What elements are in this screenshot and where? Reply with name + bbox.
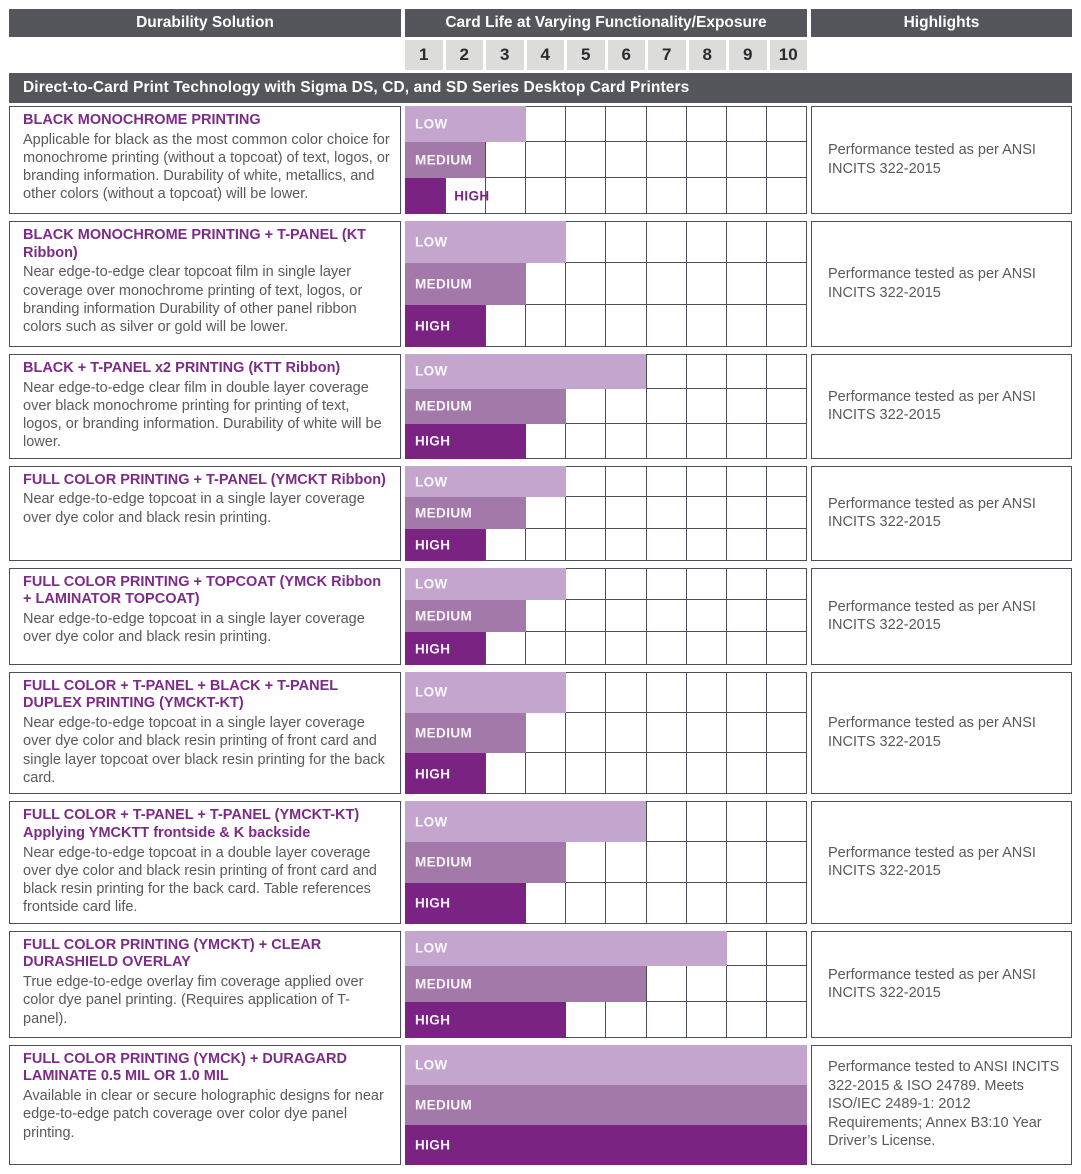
bar-band-high (405, 529, 807, 561)
grid-cell (566, 1002, 606, 1038)
grid-cell (727, 178, 767, 214)
bar-band-high (405, 305, 807, 347)
grid-cell (767, 883, 807, 924)
table-row (9, 466, 1072, 561)
grid-cell (647, 222, 687, 263)
highlight-cell (811, 354, 1072, 459)
solution-cell (9, 801, 401, 923)
grid-cell (647, 966, 687, 1002)
grid-cell (687, 673, 727, 713)
bar-band-high (405, 424, 807, 459)
grid-cell (526, 632, 566, 664)
grid-cell (526, 497, 566, 529)
bar-label: LOW (415, 234, 448, 250)
scale-tick: 8 (689, 40, 727, 70)
grid-cell (767, 842, 807, 883)
grid-cell (566, 673, 606, 713)
highlight-cell (811, 672, 1072, 794)
card-life-bars (405, 466, 807, 561)
grid-cell (767, 600, 807, 632)
section-banner: Direct-to-Card Print Technology with Sigma DS, CD, and SD Series Desktop Card Printers (9, 73, 1072, 103)
bar-band-medium (405, 600, 807, 632)
bar-band-low (405, 801, 807, 842)
grid-cell (767, 305, 807, 347)
bar-band-medium (405, 1085, 807, 1125)
grid-cell (767, 802, 807, 842)
grid-cell (687, 107, 727, 142)
bar-label: HIGH (415, 766, 451, 782)
grid-cell (606, 529, 646, 561)
life-bar (405, 1045, 807, 1085)
solution-description: Near edge-to-edge topcoat in a single layer coverage over dye color and black resin printing. (23, 611, 365, 646)
solution-description: Available in clear or secure holographic designs for near edge-to-edge patch coverage over color dye panel printing. (23, 1088, 384, 1141)
grid-cell (566, 529, 606, 561)
grid-cell (606, 497, 646, 529)
bar-band-medium (405, 842, 807, 883)
bar-label: HIGH (415, 433, 451, 449)
grid-cell (767, 355, 807, 389)
grid-cell (647, 802, 687, 842)
grid-cell (566, 632, 606, 664)
grid-cell (767, 529, 807, 561)
grid-cell (526, 883, 566, 924)
solution-cell (9, 1045, 401, 1165)
grid-cell (606, 673, 646, 713)
grid-cell (727, 802, 767, 842)
highlight-text: Performance tested as per ANSI INCITS 322-2015 (828, 388, 1036, 424)
table-row (9, 801, 1072, 923)
grid-cell (526, 713, 566, 754)
grid-cell (647, 883, 687, 924)
grid-cell (727, 142, 767, 178)
bar-band-high (405, 1125, 807, 1165)
grid-cell (526, 142, 566, 178)
life-bar (405, 1125, 807, 1165)
bar-label: MEDIUM (415, 152, 473, 168)
card-life-bars (405, 568, 807, 665)
grid-cell (687, 966, 727, 1002)
table-row (9, 1045, 1072, 1165)
bar-label: MEDIUM (415, 1097, 473, 1113)
grid-cell (486, 305, 526, 347)
bar-label: MEDIUM (415, 725, 473, 741)
grid-cell (566, 178, 606, 214)
bar-label: HIGH (454, 188, 490, 204)
grid-cell (566, 263, 606, 305)
grid-cell (647, 529, 687, 561)
solution-title: BLACK MONOCHROME PRINTING + T-PANEL (KT Ribbon) (23, 227, 367, 261)
grid-cell (526, 107, 566, 142)
grid-cell (526, 305, 566, 347)
grid-cell (566, 305, 606, 347)
grid-cell (767, 263, 807, 305)
grid-cell (566, 883, 606, 924)
grid-cell (647, 142, 687, 178)
grid-cell (687, 497, 727, 529)
grid-cell (767, 713, 807, 754)
grid-cell (767, 389, 807, 424)
grid-cell (606, 753, 646, 794)
highlight-text: Performance tested as per ANSI INCITS 322-2015 (828, 966, 1036, 1002)
highlight-text: Performance tested as per ANSI INCITS 322-2015 (828, 266, 1036, 301)
grid-cell (687, 600, 727, 632)
grid-cell (687, 842, 727, 883)
bar-band-medium (405, 713, 807, 754)
grid-cell (767, 497, 807, 529)
scale-tick: 9 (729, 40, 767, 70)
grid-cell (727, 932, 767, 967)
grid-cell (526, 263, 566, 305)
grid-cell (767, 424, 807, 459)
bar-label: HIGH (415, 318, 451, 334)
grid-cell (727, 883, 767, 924)
bar-label: HIGH (415, 641, 451, 657)
grid-cell (727, 966, 767, 1002)
grid-cell (566, 222, 606, 263)
grid-cell (566, 842, 606, 883)
bar-label: HIGH (415, 895, 451, 911)
table-row (9, 931, 1072, 1038)
bar-label: LOW (415, 576, 448, 592)
grid-cell (687, 142, 727, 178)
grid-cell (647, 424, 687, 459)
grid-cell (767, 142, 807, 178)
grid-cell (566, 424, 606, 459)
grid-cell (566, 497, 606, 529)
grid-cell (606, 142, 646, 178)
highlight-text: Performance tested to ANSI INCITS 322-2015 & ISO 24789. Meets ISO/IEC 2489-1: 2012 Requirements; Annex B3:10 Year Driver’s License. (828, 1059, 1060, 1150)
bar-label: MEDIUM (415, 976, 473, 992)
grid-cell (727, 753, 767, 794)
grid-cell (727, 222, 767, 263)
bar-label: LOW (415, 940, 448, 956)
scale-tick: 2 (446, 40, 484, 70)
grid-cell (647, 263, 687, 305)
highlight-text: Performance tested as per ANSI INCITS 322-2015 (828, 715, 1036, 750)
bar-label: MEDIUM (415, 608, 473, 624)
solution-description: Near edge-to-edge topcoat in a single layer coverage over dye color and black resin printing of front card and single layer topcoat over black resin printing for the back card. (23, 715, 385, 786)
bar-label: LOW (415, 363, 448, 379)
bar-label: LOW (415, 474, 448, 490)
solution-description: True edge-to-edge overlay fim coverage applied over color dye panel printing. (Requires application of T-panel). (23, 974, 364, 1027)
grid-cell (727, 263, 767, 305)
grid-cell (606, 1002, 646, 1038)
grid-cell (687, 305, 727, 347)
grid-cell (727, 600, 767, 632)
bar-label: LOW (415, 814, 448, 830)
table-row (9, 354, 1072, 459)
grid-cell (647, 673, 687, 713)
grid-cell (767, 467, 807, 498)
grid-cell (606, 467, 646, 498)
solution-cell (9, 354, 401, 459)
highlight-cell (811, 1045, 1072, 1165)
grid-cell (606, 305, 646, 347)
grid-cell (606, 107, 646, 142)
highlight-text: Performance tested as per ANSI INCITS 322-2015 (828, 598, 1036, 634)
bar-band-low (405, 672, 807, 713)
solution-description: Near edge-to-edge topcoat in a single layer coverage over dye color and black resin printing. (23, 491, 365, 526)
header-highlights: Highlights (811, 9, 1072, 37)
grid-cell (687, 713, 727, 754)
grid-cell (767, 222, 807, 263)
highlight-cell (811, 466, 1072, 561)
grid-cell (566, 467, 606, 498)
solution-title: FULL COLOR PRINTING (YMCK) + DURAGARD LAMINATE 0.5 MIL OR 1.0 MIL (23, 1050, 347, 1085)
scale-tick: 5 (567, 40, 605, 70)
solution-title: FULL COLOR + T-PANEL + T-PANEL (YMCKT-KT) Applying YMCKTT frontside & K backside (23, 807, 360, 841)
header-card-life: Card Life at Varying Functionality/Exposure (405, 9, 807, 37)
highlight-cell (811, 931, 1072, 1038)
solution-cell (9, 221, 401, 347)
grid-cell (727, 1002, 767, 1038)
bar-band-low (405, 354, 807, 389)
bar-band-low (405, 931, 807, 967)
grid-cell (647, 713, 687, 754)
solution-title: FULL COLOR PRINTING + T-PANEL (YMCKT Ribbon) (23, 471, 386, 488)
solution-description: Near edge-to-edge clear film in double layer coverage over black monochrome printing for printing of text, logos, or branding information. Durability of white will be lower. (23, 379, 382, 451)
grid-cell (767, 632, 807, 664)
bar-band-low (405, 466, 807, 498)
grid-cell (606, 569, 646, 600)
grid-cell (486, 753, 526, 794)
grid-cell (606, 222, 646, 263)
grid-cell (727, 467, 767, 498)
table-row (9, 568, 1072, 665)
grid-cell (767, 753, 807, 794)
grid-cell (727, 673, 767, 713)
grid-cell (606, 632, 646, 664)
grid-cell (647, 753, 687, 794)
grid-cell (727, 305, 767, 347)
grid-cell (526, 424, 566, 459)
bar-label: LOW (415, 116, 448, 132)
solution-description: Applicable for black as the most common color choice for monochrome printing (without a topcoat) of text, logos, or branding information. Durability of white, metallics, and other colors (without a topcoat) will be lower. (23, 131, 390, 203)
grid-cell (767, 673, 807, 713)
grid-cell (647, 178, 687, 214)
grid-cell (687, 389, 727, 424)
bar-band-low (405, 568, 807, 600)
grid-cell (647, 1002, 687, 1038)
bar-band-low (405, 106, 807, 142)
highlight-cell (811, 568, 1072, 665)
grid-cell (687, 424, 727, 459)
grid-cell (486, 529, 526, 561)
highlight-text: Performance tested as per ANSI INCITS 322-2015 (828, 495, 1036, 531)
grid-cell (647, 497, 687, 529)
bar-label: MEDIUM (415, 276, 473, 292)
grid-cell (687, 883, 727, 924)
card-life-bars (405, 1045, 807, 1165)
grid-cell (727, 632, 767, 664)
solution-title: FULL COLOR PRINTING + TOPCOAT (YMCK Ribbon + LAMINATOR TOPCOAT) (23, 573, 382, 608)
table-row (9, 106, 1072, 214)
grid-cell (486, 178, 526, 214)
grid-cell (727, 424, 767, 459)
bar-band-low (405, 221, 807, 263)
life-bar (405, 178, 445, 214)
grid-cell (606, 600, 646, 632)
grid-cell (606, 883, 646, 924)
grid-cell (526, 753, 566, 794)
highlight-text: Performance tested as per ANSI INCITS 322-2015 (828, 142, 1036, 177)
solution-title: BLACK + T-PANEL x2 PRINTING (KTT Ribbon) (23, 360, 341, 376)
grid-cell (687, 222, 727, 263)
grid-cell (647, 600, 687, 632)
card-life-bars (405, 801, 807, 923)
grid-cell (526, 178, 566, 214)
grid-cell (566, 753, 606, 794)
solution-cell (9, 568, 401, 665)
grid-cell (767, 1002, 807, 1038)
grid-cell (486, 632, 526, 664)
card-life-bars (405, 354, 807, 459)
grid-cell (687, 632, 727, 664)
grid-cell (687, 263, 727, 305)
card-life-bars (405, 931, 807, 1038)
bar-label: HIGH (415, 537, 451, 553)
grid-cell (727, 389, 767, 424)
bar-band-high (405, 632, 807, 664)
table-header (9, 9, 1072, 37)
grid-cell (647, 467, 687, 498)
scale-tick: 3 (486, 40, 524, 70)
rows (9, 106, 1072, 1165)
grid-cell (727, 713, 767, 754)
bar-band-medium (405, 142, 807, 178)
card-life-bars (405, 106, 807, 214)
solution-description: Near edge-to-edge topcoat in a double layer coverage over dye color and black resin printing of front card and black resin printing for the back card. Table references frontside card life. (23, 844, 377, 916)
grid-cell (526, 529, 566, 561)
grid-cell (647, 107, 687, 142)
durability-table (9, 9, 1072, 1165)
grid-cell (566, 713, 606, 754)
grid-cell (687, 802, 727, 842)
bar-label: MEDIUM (415, 854, 473, 870)
grid-cell (486, 142, 526, 178)
bar-label: MEDIUM (415, 398, 473, 414)
grid-cell (687, 178, 727, 214)
scale-strip (405, 40, 807, 70)
grid-cell (606, 263, 646, 305)
bar-band-medium (405, 389, 807, 424)
grid-cell (727, 107, 767, 142)
solution-cell (9, 931, 401, 1038)
grid-cell (687, 569, 727, 600)
grid-cell (647, 355, 687, 389)
grid-cell (606, 842, 646, 883)
grid-cell (727, 355, 767, 389)
grid-cell (687, 753, 727, 794)
bar-band-high (405, 883, 807, 924)
grid-cell (727, 529, 767, 561)
grid-cell (566, 600, 606, 632)
grid-cell (647, 305, 687, 347)
bar-band-medium (405, 497, 807, 529)
grid-cell (727, 497, 767, 529)
grid-cell (687, 355, 727, 389)
grid-cell (687, 529, 727, 561)
bar-label: HIGH (415, 1012, 451, 1028)
grid-cell (606, 389, 646, 424)
scale-tick: 7 (648, 40, 686, 70)
grid-cell (767, 178, 807, 214)
highlight-cell (811, 801, 1072, 923)
bar-label: LOW (415, 1057, 448, 1073)
highlight-cell (811, 221, 1072, 347)
solution-description: Near edge-to-edge clear topcoat film in single layer coverage over monochrome printing of text, logos, or branding information Durability of other panel ribbon colors such as silver or gold will be lower. (23, 264, 363, 336)
bar-band-medium (405, 966, 807, 1002)
scale-row (9, 40, 1072, 70)
highlight-cell (811, 106, 1072, 214)
scale-row-spacer-left (9, 40, 401, 70)
scale-row-spacer-right (811, 40, 1072, 70)
bar-band-high (405, 1002, 807, 1038)
grid-cell (687, 467, 727, 498)
grid-cell (566, 107, 606, 142)
scale-tick: 10 (770, 40, 808, 70)
grid-cell (767, 966, 807, 1002)
grid-cell (647, 632, 687, 664)
grid-cell (566, 389, 606, 424)
bar-label: MEDIUM (415, 505, 473, 521)
scale-tick: 1 (405, 40, 443, 70)
grid-cell (647, 842, 687, 883)
bar-band-low (405, 1045, 807, 1085)
solution-cell (9, 672, 401, 794)
grid-cell (566, 569, 606, 600)
card-life-bars (405, 672, 807, 794)
grid-cell (727, 569, 767, 600)
bar-band-high (405, 178, 807, 214)
grid-cell (566, 142, 606, 178)
grid-cell (767, 107, 807, 142)
scale-tick: 6 (608, 40, 646, 70)
solution-cell (9, 466, 401, 561)
grid-cell (647, 389, 687, 424)
grid-cell (687, 1002, 727, 1038)
header-durability-solution: Durability Solution (9, 9, 401, 37)
grid-cell (606, 424, 646, 459)
grid-cell (767, 569, 807, 600)
solution-title: FULL COLOR PRINTING (YMCKT) + CLEAR DURASHIELD OVERLAY (23, 936, 322, 971)
highlight-text: Performance tested as per ANSI INCITS 322-2015 (828, 844, 1036, 880)
bar-label: HIGH (415, 1137, 451, 1153)
grid-cell (767, 932, 807, 967)
bar-band-medium (405, 263, 807, 305)
solution-title: BLACK MONOCHROME PRINTING (23, 112, 261, 128)
bar-band-high (405, 753, 807, 794)
solution-cell (9, 106, 401, 214)
grid-cell (606, 713, 646, 754)
grid-cell (526, 600, 566, 632)
table-row (9, 672, 1072, 794)
life-bar (405, 931, 727, 967)
grid-cell (606, 178, 646, 214)
grid-cell (727, 842, 767, 883)
grid-cell (647, 569, 687, 600)
solution-title: FULL COLOR + T-PANEL + BLACK + T-PANEL DUPLEX PRINTING (YMCKT-KT) (23, 677, 338, 712)
table-row (9, 221, 1072, 347)
card-life-bars (405, 221, 807, 347)
scale-tick: 4 (527, 40, 565, 70)
bar-label: LOW (415, 684, 448, 700)
